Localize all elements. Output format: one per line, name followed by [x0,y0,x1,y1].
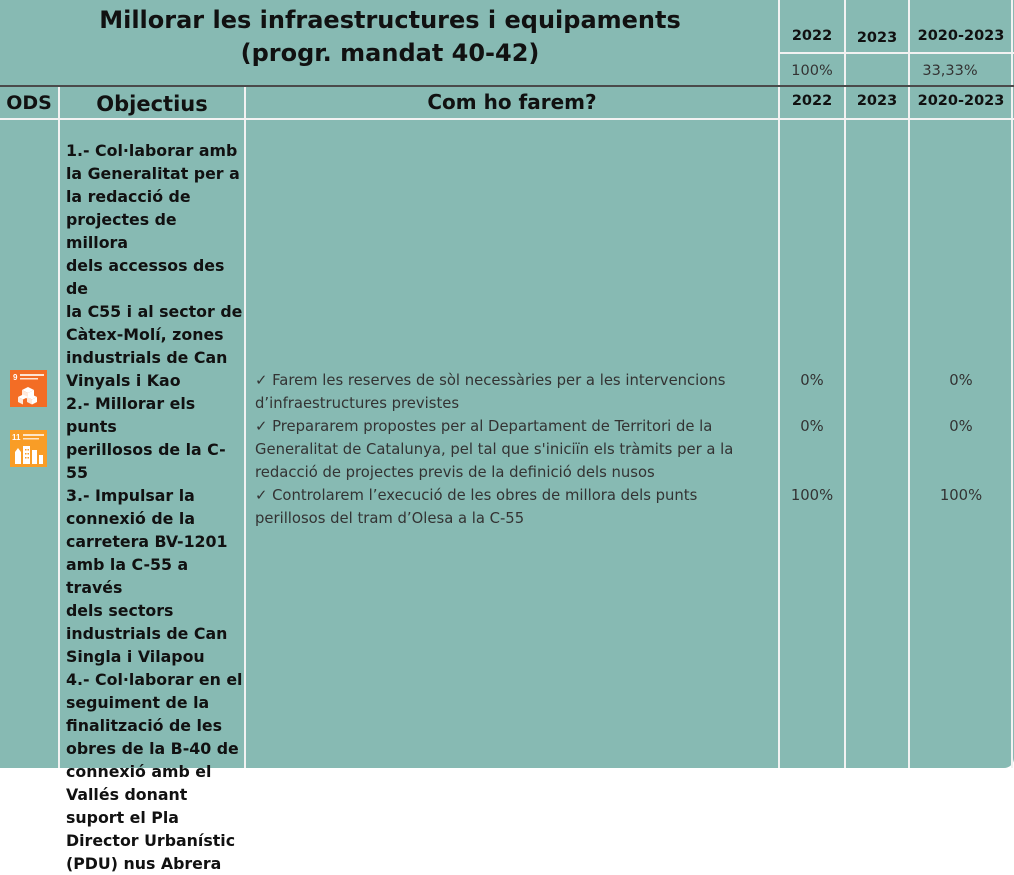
actions-text: ✓ Farem les reserves de sòl necessàries per a les intervencions d’infraestructures previstes ✓ Prepararem propostes per al Departament de Territori de la Generalitat de Catalunya, pel tal que s'iniciïn els tràmits per a la redacció de projectes previs de la definició dels nusos ✓ Controlarem l’execució de les obres de millora dels punts perillosos del tram d’Olesa a la C-55 [255,372,734,527]
value-2022-row-3: 100% [790,487,834,504]
column-header-objectius: Objectius [96,92,208,116]
top-header-2022: 2022 [791,28,833,44]
column-header-2020-2023: 2020-2023 [917,93,1005,109]
objectives-text: 1.- Col·laborar amb la Generalitat per a la redacció de projectes de millora dels accessos des de la C55 i al sector de Càtex-Molí, zones industrials de Can Vinyals i Kao 2.- Millorar els punts perillosos de la C-55 3.- Impulsar la connexió de la carretera BV-1201 amb la C-55 a través dels sectors industrials de Can Singla i Vilapou 4.- Col·laborar en el seguiment de la finalització de les obres de la B-40 de connexió amb el Vallés donant suport el Pla Director Urbanístic (PDU) nus Abrera [66,141,243,873]
sdg-9-icon [10,370,47,407]
top-pct-2020-2023: 33,33% [922,63,978,79]
column-header-com-ho-farem: Com ho farem? [427,90,597,114]
top-pct-2022: 100% [791,63,833,79]
divider [778,52,1014,54]
top-header-2020-2023: 2020-2023 [917,28,1005,44]
title-line-2: (progr. mandat 40-42) [240,39,540,67]
column-header-2022: 2022 [791,93,833,109]
divider [908,0,910,768]
svg-text:9: 9 [13,373,18,382]
value-2020-2023-row-1: 0% [949,372,973,389]
divider [844,0,846,768]
value-2020-2023-row-2: 0% [949,418,973,435]
column-header-ods: ODS [6,92,52,114]
value-2020-2023-row-3: 100% [939,487,983,504]
svg-text:11: 11 [12,433,21,442]
sdg-11-icon [10,430,47,467]
title-line-1: Millorar les infraestructures i equipaments [99,6,681,34]
table-title [0,4,780,70]
top-header-2023: 2023 [856,30,898,46]
divider [1011,0,1013,768]
value-2022-row-2: 0% [800,418,824,435]
header-divider [0,85,1014,87]
divider [58,86,60,768]
divider [0,118,1014,120]
value-2022-row-1: 0% [800,372,824,389]
column-header-2023: 2023 [856,93,898,109]
divider [244,86,246,768]
